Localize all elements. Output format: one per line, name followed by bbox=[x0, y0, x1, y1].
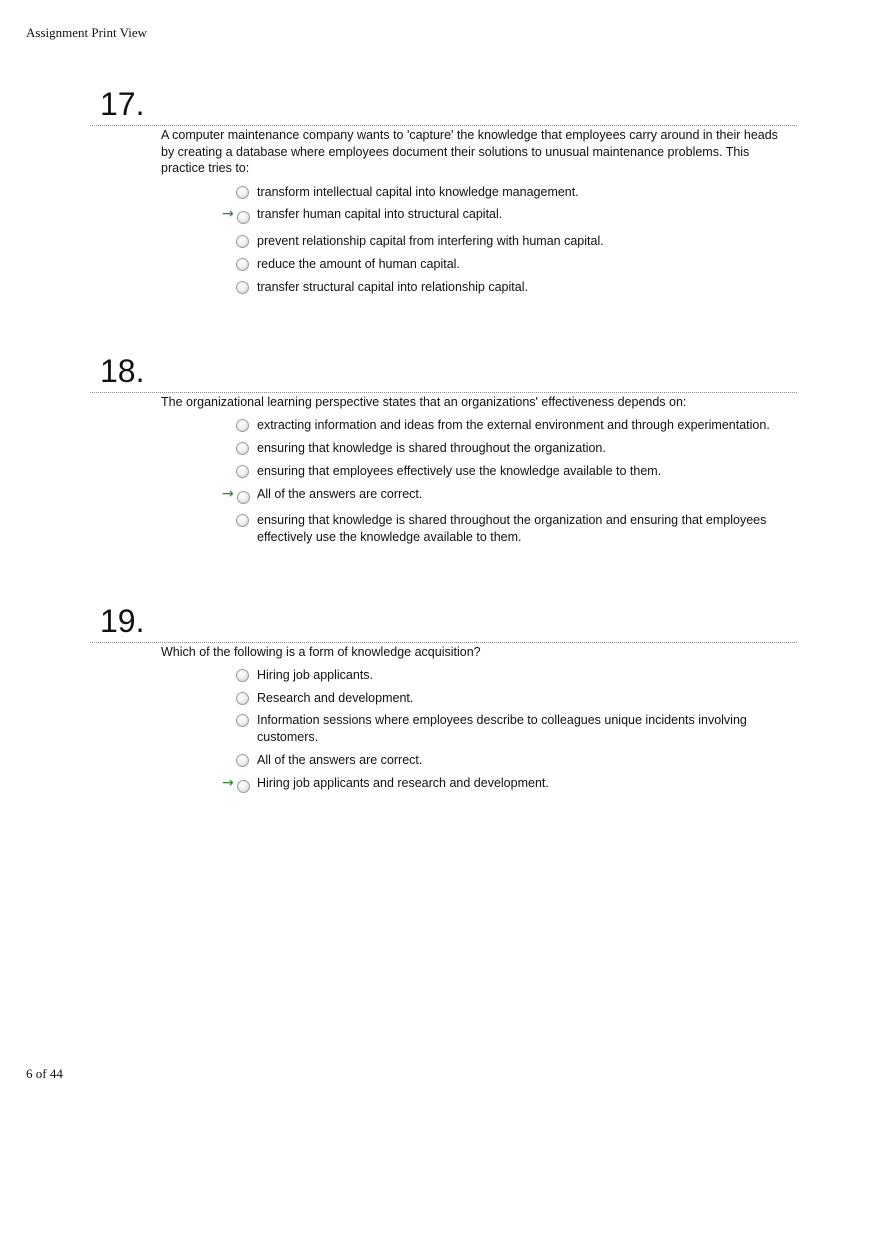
radio-button[interactable] bbox=[237, 211, 250, 224]
radio-button[interactable] bbox=[236, 754, 249, 767]
radio-button[interactable] bbox=[236, 692, 249, 705]
choice[interactable] bbox=[236, 233, 796, 253]
choice-correct[interactable] bbox=[222, 206, 796, 226]
choice-label: Information sessions where employees describe to colleagues unique incidents involving customers. bbox=[257, 713, 747, 744]
choice-label: ensuring that knowledge is shared throughout the organization. bbox=[257, 441, 606, 455]
radio-button[interactable] bbox=[236, 281, 249, 294]
choice[interactable] bbox=[236, 512, 796, 548]
question-number: 19. bbox=[100, 603, 145, 639]
question-text: Which of the following is a form of knowledge acquisition? bbox=[161, 645, 481, 659]
choice[interactable] bbox=[236, 690, 796, 710]
choice-correct[interactable] bbox=[222, 486, 796, 506]
choice-label: All of the answers are correct. bbox=[257, 753, 423, 767]
choice-label: transfer human capital into structural capital. bbox=[257, 207, 503, 221]
radio-button[interactable] bbox=[236, 714, 249, 727]
correct-answer-arrow-icon: → bbox=[222, 486, 234, 502]
radio-button[interactable] bbox=[236, 442, 249, 455]
choice[interactable] bbox=[236, 752, 796, 772]
choice[interactable] bbox=[236, 440, 796, 460]
question-divider bbox=[90, 125, 797, 126]
page-header: Assignment Print View bbox=[26, 25, 148, 40]
choice-label: extracting information and ideas from the external environment and through experimentation. bbox=[257, 418, 770, 432]
question-divider bbox=[90, 642, 797, 643]
choice-label: ensuring that employees effectively use the knowledge available to them. bbox=[257, 464, 662, 478]
choice[interactable] bbox=[236, 279, 796, 299]
correct-answer-arrow-icon: → bbox=[222, 775, 234, 791]
radio-button[interactable] bbox=[236, 669, 249, 682]
choice[interactable] bbox=[236, 667, 796, 687]
choice-label: reduce the amount of human capital. bbox=[257, 257, 460, 271]
choice-label: transfer structural capital into relationship capital. bbox=[257, 280, 528, 294]
choice[interactable] bbox=[236, 712, 796, 748]
choice-correct[interactable] bbox=[222, 775, 796, 795]
choice-label: Hiring job applicants. bbox=[257, 668, 374, 682]
question-number: 18. bbox=[100, 353, 145, 389]
radio-button[interactable] bbox=[237, 780, 250, 793]
choice-label: Research and development. bbox=[257, 691, 414, 705]
choice[interactable] bbox=[236, 256, 796, 276]
choice-label: Hiring job applicants and research and development. bbox=[257, 776, 549, 790]
question-number: 17. bbox=[100, 86, 145, 122]
radio-button[interactable] bbox=[237, 491, 250, 504]
choice-label: All of the answers are correct. bbox=[257, 487, 423, 501]
radio-button[interactable] bbox=[236, 186, 249, 199]
radio-button[interactable] bbox=[236, 235, 249, 248]
choice-label: prevent relationship capital from interfering with human capital. bbox=[257, 234, 604, 248]
radio-button[interactable] bbox=[236, 514, 249, 527]
radio-button[interactable] bbox=[236, 258, 249, 271]
choice-label: transform intellectual capital into knowledge management. bbox=[257, 185, 579, 199]
correct-answer-arrow-icon: → bbox=[222, 206, 234, 222]
page-indicator: 6 of 44 bbox=[26, 1066, 63, 1081]
radio-button[interactable] bbox=[236, 465, 249, 478]
choice[interactable] bbox=[236, 417, 796, 437]
choice[interactable] bbox=[236, 463, 796, 483]
question-text: A computer maintenance company wants to 'capture' the knowledge that employees carry around in their heads by creating a database where employees document their solutions to unusual maintenance problems. This practice tries to: bbox=[161, 128, 778, 175]
choice-label: ensuring that knowledge is shared throughout the organization and ensuring that employees effectively use the knowledge available to them. bbox=[257, 513, 767, 544]
question-divider bbox=[90, 392, 797, 393]
radio-button[interactable] bbox=[236, 419, 249, 432]
question-text: The organizational learning perspective states that an organizations' effectiveness depends on: bbox=[161, 395, 687, 409]
choice[interactable] bbox=[236, 184, 796, 204]
